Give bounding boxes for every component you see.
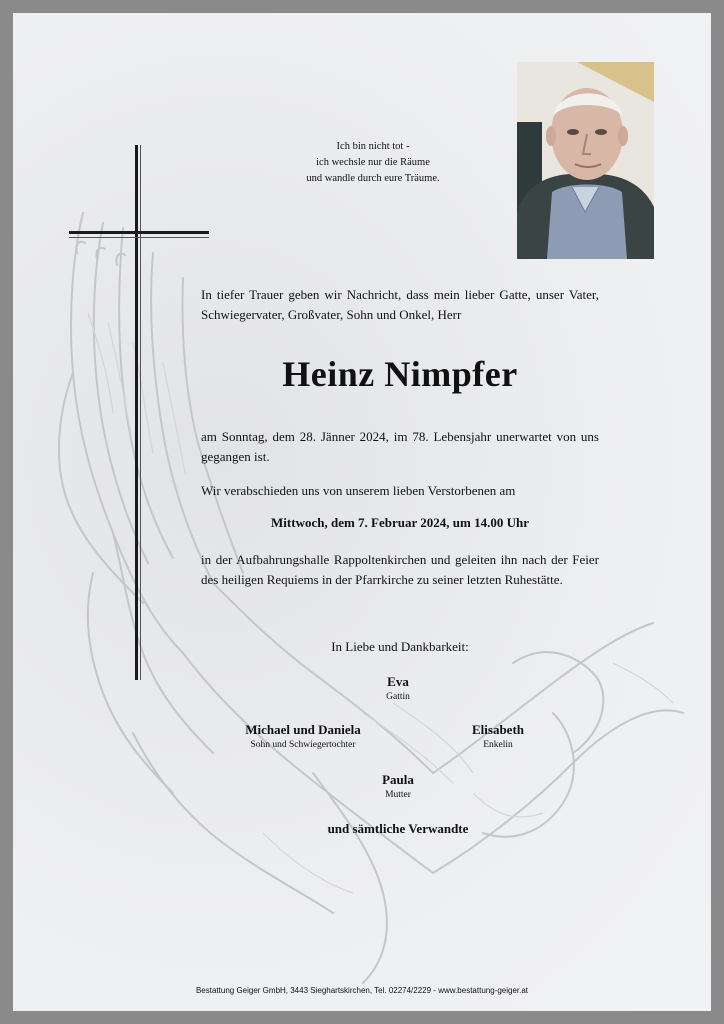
deceased-name: Heinz Nimpfer [282,354,518,394]
cross-vertical [135,145,138,680]
poem [263,139,483,187]
cross-vertical-line [140,145,141,680]
closing-text: In Liebe und Dankbarkeit: [331,639,469,654]
intro-text: In tiefer Trauer geben wir Nachricht, dass mein lieber Gatte, unser Vater, Schwiegervater, Großvater, Sohn und Onkel, Herr [201,287,599,322]
mourner-michael-daniela [213,721,393,752]
mourner-name: Elisabeth [471,722,524,737]
death-notice: am Sonntag, dem 28. Jänner 2024, im 78. Lebensjahr unerwartet von uns gegangen ist. [201,429,599,464]
mourner-name: Michael und Daniela [245,722,361,737]
mourner-name: Eva [387,674,409,689]
mourner-paula [313,771,483,802]
mourner-name: Paula [382,772,414,787]
portrait-photo [517,62,654,259]
mourner-relation: Mutter [385,790,411,800]
poem-line-1: Ich bin nicht tot - [336,141,410,152]
poem-line-2: ich wechsle nur die Räume [316,157,430,168]
mourner-relation: Gattin [386,692,410,702]
ceremony-text: in der Aufbahrungshalle Rappoltenkirchen und geleiten ihn nach der Feier des heiligen Requiems in der Pfarrkirche zu seiner letzten Ruhestätte. [201,552,599,587]
mourner-relation: Enkelin [483,740,513,750]
mourner-relation: Sohn und Schwiegertochter [250,740,356,750]
cross-horizontal [69,231,209,234]
farewell-date: Mittwoch, dem 7. Februar 2024, um 14.00 Uhr [271,515,529,530]
relatives-text: und sämtliche Verwandte [327,821,469,836]
mourner-elisabeth [433,721,563,752]
poem-line-3: und wandle durch eure Träume. [306,173,440,184]
obituary-card [13,13,711,1011]
farewell-intro: Wir verabschieden uns von unserem lieben Verstorbenen am [201,483,516,498]
funeral-home-footer: Bestattung Geiger GmbH, 3443 Sieghartskirchen, Tel. 02274/2229 - www.bestattung-geiger.at [195,986,529,995]
mourner-eva [313,673,483,704]
cross-horizontal-line [69,237,209,238]
